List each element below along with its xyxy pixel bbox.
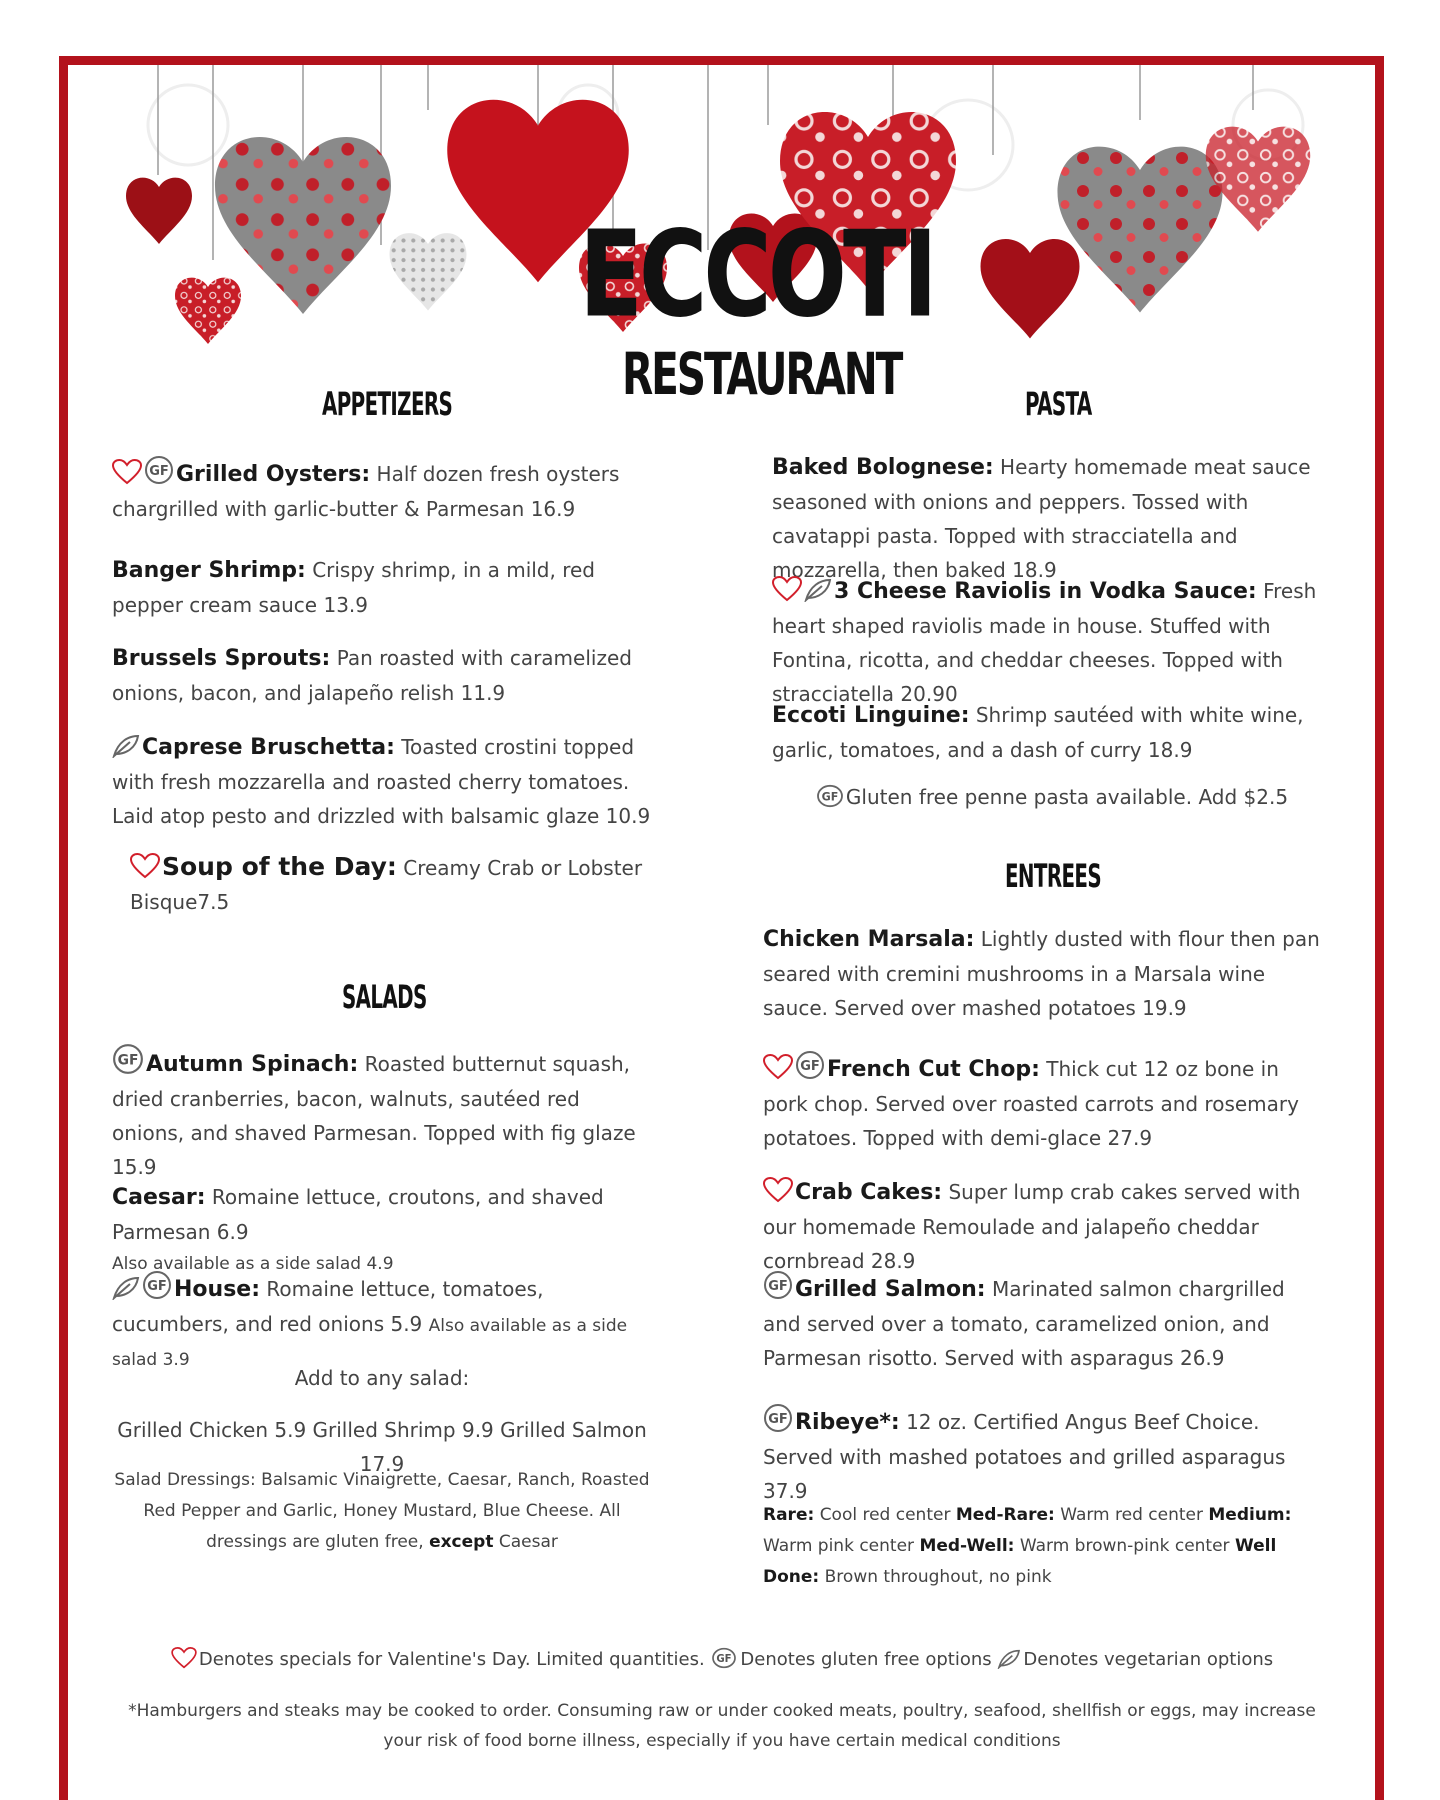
item-note: Also available as a side salad 3.9 — [112, 1316, 628, 1370]
food-safety-disclaimer: *Hamburgers and steaks may be cooked to order. Consuming raw or under cooked meats, poultry, seafood, shellfish or eggs, may increase your risk of food borne illness, especially if you have certain medical conditions — [128, 1701, 1316, 1751]
svg-text:GF: GF — [117, 1052, 139, 1069]
item-name: Eccoti Linguine: — [772, 703, 970, 728]
item-name: Autumn Spinach: — [146, 1052, 359, 1077]
legend-gf-text: Denotes gluten free options — [740, 1649, 992, 1670]
item-description: Creamy Crab or Lobster Bisque7.5 — [130, 856, 643, 914]
menu-item-soup-of-the-day — [130, 850, 670, 919]
steak-doneness-guide: Rare: Cool red center Med-Rare: Warm red center Medium: Warm pink center Med-Well: Warm brown-pink center Well Done: Brown throughout, no pink — [763, 1505, 1292, 1587]
menu-item-eccoti-linguine — [772, 698, 1332, 767]
section-heading-salads: SALADS — [342, 978, 427, 1016]
item-description: Shrimp sautéed with white wine, garlic, tomatoes, and a dash of curry 18.9 — [772, 703, 1304, 762]
menu-item-grilled-salmon — [763, 1270, 1323, 1375]
item-description: Lightly dusted with flour then pan seared with cremini mushrooms in a Marsala wine sauce. Served over mashed potatoes 19.9 — [763, 927, 1320, 1020]
svg-text:GF: GF — [800, 1059, 820, 1074]
salad-dressings: Salad Dressings: Balsamic Vinaigrette, Caesar, Ranch, Roasted Red Pepper and Garlic, Honey Mustard, Blue Cheese. All dressings are gluten free, except Caesar — [114, 1470, 650, 1552]
gf-badge-icon — [710, 1647, 738, 1669]
heart-icon — [763, 1054, 793, 1080]
item-name: Caprese Bruschetta: — [142, 735, 395, 760]
item-name: Banger Shrimp: — [112, 558, 306, 583]
menu-item-caprese-bruschetta — [112, 730, 652, 833]
menu-item-french-cut-chop — [763, 1050, 1323, 1155]
gf-badge-icon — [816, 784, 844, 808]
section-heading-pasta: PASTA — [1025, 385, 1092, 423]
menu-item-grilled-oysters — [112, 455, 652, 526]
legend-veg-text: Denotes vegetarian options — [1023, 1649, 1274, 1670]
item-name: Chicken Marsala: — [763, 927, 975, 952]
leaf-icon — [997, 1649, 1021, 1669]
item-description: Thick cut 12 oz bone in pork chop. Served over roasted carrots and rosemary potatoes. Topped with demi-glace 27.9 — [763, 1057, 1299, 1150]
menu-item-ribeye — [763, 1403, 1323, 1508]
heart-icon — [763, 1177, 793, 1203]
menu-item-house — [112, 1270, 652, 1375]
menu-item-autumn-spinach — [112, 1043, 652, 1184]
menu-item-banger-shrimp — [112, 553, 652, 622]
gf-badge-icon — [763, 1403, 793, 1433]
item-description: Pan roasted with caramelized onions, bacon, and jalapeño relish 11.9 — [112, 646, 632, 705]
leaf-icon — [112, 734, 140, 758]
right-column — [763, 450, 1332, 1600]
restaurant-logo-title: ECCOTI — [579, 205, 935, 343]
svg-text:GF: GF — [768, 1279, 788, 1294]
menu-item-3-cheese-raviolis — [772, 574, 1332, 711]
item-note: Also available as a side salad 4.9 — [112, 1254, 394, 1274]
item-name: Crab Cakes: — [795, 1180, 943, 1205]
item-description: Romaine lettuce, tomatoes, cucumbers, and red onions 5.9 — [112, 1277, 544, 1336]
item-name: French Cut Chop: — [827, 1057, 1040, 1082]
item-name: Brussels Sprouts: — [112, 646, 331, 671]
item-description: Half dozen fresh oysters chargrilled with garlic-butter & Parmesan 16.9 — [112, 462, 620, 521]
item-name: Ribeye*: — [795, 1410, 900, 1435]
heart-icon — [130, 853, 160, 879]
legend-heart-text: Denotes specials for Valentine's Day. Limited quantities. — [198, 1649, 705, 1670]
menu-item-crab-cakes — [763, 1175, 1323, 1278]
item-description: Crispy shrimp, in a mild, red pepper cream sauce 13.9 — [112, 558, 595, 617]
heart-icon — [171, 1647, 197, 1669]
item-name: 3 Cheese Raviolis in Vodka Sauce: — [834, 579, 1257, 604]
menu-item-brussels-sprouts — [112, 641, 652, 710]
menu-item-baked-bolognese — [772, 450, 1332, 587]
svg-text:GF: GF — [768, 1412, 788, 1427]
gf-badge-icon — [112, 1043, 144, 1075]
gf-badge-icon — [795, 1050, 825, 1080]
gf-badge-icon — [142, 1270, 172, 1300]
left-column — [112, 455, 652, 1575]
item-description: Romaine lettuce, croutons, and shaved Parmesan 6.9 — [112, 1185, 604, 1244]
item-name: Baked Bolognese: — [772, 455, 994, 480]
section-heading-appetizers: APPETIZERS — [322, 385, 453, 423]
item-name: Grilled Salmon: — [795, 1277, 986, 1302]
item-name: Grilled Oysters: — [176, 462, 371, 487]
icon-legend — [112, 1645, 1332, 1675]
menu-item-chicken-marsala — [763, 922, 1323, 1025]
leaf-icon — [112, 1276, 140, 1300]
salad-addons-title: Add to any salad: — [294, 1366, 470, 1390]
item-description: 12 oz. Certified Angus Beef Choice. Served with mashed potatoes and grilled asparagus 37.9 — [763, 1410, 1286, 1503]
menu-item-caesar — [112, 1180, 652, 1279]
pasta-gluten-free-note: GF Gluten free penne pasta available. Add $2.5 — [772, 780, 1332, 814]
item-description: Roasted butternut squash, dried cranberries, bacon, walnuts, sautéed red onions, and shaved Parmesan. Topped with fig glaze 15.9 — [112, 1052, 636, 1179]
heart-icon — [772, 576, 802, 602]
restaurant-logo-subtitle: RESTAURANT — [622, 340, 902, 408]
salad-addons-list: Grilled Chicken 5.9 Grilled Shrimp 9.9 Grilled Salmon 17.9 — [117, 1418, 647, 1476]
svg-text:GF: GF — [147, 1279, 167, 1294]
item-description: Toasted crostini topped with fresh mozzarella and roasted cherry tomatoes. Laid atop pesto and drizzled with balsamic glaze 10.9 — [112, 735, 651, 828]
svg-text:GF: GF — [149, 464, 169, 479]
item-description: Hearty homemade meat sauce seasoned with onions and peppers. Tossed with cavatappi pasta. Topped with stracciatella and mozzarella, then baked 18.9 — [772, 455, 1311, 582]
gf-badge-icon — [763, 1270, 793, 1300]
item-description: Marinated salmon chargrilled and served over a tomato, caramelized onion, and Parmesan risotto. Served with asparagus 26.9 — [763, 1277, 1285, 1370]
item-name: House: — [174, 1277, 261, 1302]
heart-icon — [112, 459, 142, 485]
item-name: Caesar: — [112, 1185, 206, 1210]
section-heading-entrees: ENTREES — [1005, 857, 1102, 895]
svg-text:GF: GF — [821, 790, 839, 804]
item-description: Super lump crab cakes served with our homemade Remoulade and jalapeño cheddar cornbread 28.9 — [763, 1180, 1301, 1273]
item-name: Soup of the Day: — [162, 852, 397, 881]
gf-badge-icon — [144, 455, 174, 485]
item-description: Fresh heart shaped raviolis made in house. Stuffed with Fontina, ricotta, and cheddar cheeses. Topped with stracciatella 20.90 — [772, 579, 1317, 706]
leaf-icon — [804, 578, 832, 602]
svg-text:GF: GF — [716, 1654, 733, 1666]
